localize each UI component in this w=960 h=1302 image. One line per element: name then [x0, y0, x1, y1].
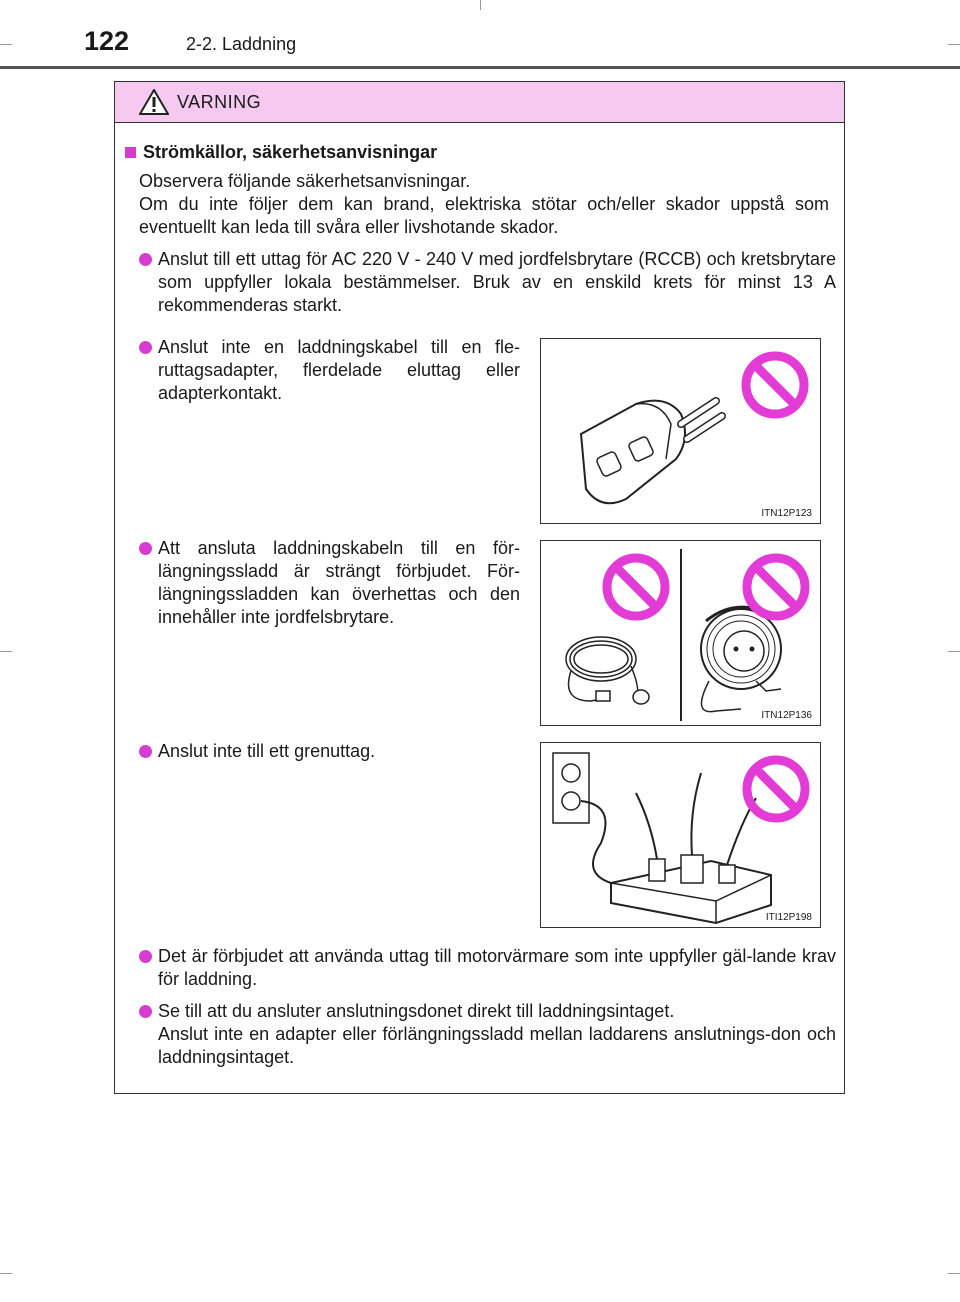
warning-box — [114, 81, 845, 1094]
figure-code: ITI12P198 — [765, 912, 812, 923]
bullet-text: Att ansluta laddningskabeln till en för-längningssladd är strängt förbjudet. För-längningssladden kan överhettas och den innehåller inte jordfelsbrytare. — [158, 538, 520, 627]
bullet-item — [158, 740, 520, 763]
bullet-text: Anslut inte till ett grenuttag. — [158, 741, 376, 761]
bullet-dot-icon — [139, 745, 152, 758]
figure-extension-cord — [540, 540, 821, 726]
crop-mark — [948, 44, 960, 45]
extension-cord-illustration — [541, 541, 821, 726]
crop-mark — [0, 651, 12, 652]
prohibited-icon — [746, 356, 804, 414]
bullet-item — [158, 945, 836, 991]
bullet-dot-icon — [139, 1005, 152, 1018]
bullet-dot-icon — [139, 950, 152, 963]
prohibited-icon — [747, 558, 805, 616]
bullet-dot-icon — [139, 542, 152, 555]
warning-label: VARNING — [177, 91, 262, 112]
square-bullet-icon — [125, 147, 136, 158]
bullet-text: Det är förbjudet att använda uttag till motorvärmare som inte uppfyller gäl-lande krav för laddning. — [158, 946, 836, 989]
bullet-text: Anslut till ett uttag för AC 220 V - 240 V med jordfelsbrytare (RCCB) och kretsbrytare som uppfyller lokala bestämmelser. Bruk av en enskild krets för minst 13 A rekommenderas starkt. — [158, 249, 836, 315]
crop-mark — [0, 44, 12, 45]
bullet-item — [158, 1000, 836, 1069]
warning-header — [115, 82, 844, 123]
bullet-item — [158, 336, 520, 405]
warning-triangle-icon — [139, 89, 169, 115]
crop-mark — [948, 651, 960, 652]
crop-mark — [0, 1273, 12, 1274]
adapter-illustration — [541, 339, 821, 524]
power-strip-illustration — [541, 743, 821, 928]
figure-power-strip — [540, 742, 821, 928]
bullet-item — [158, 537, 520, 629]
warning-heading-text: Strömkällor, säkerhetsanvisningar — [143, 142, 438, 162]
warning-subheading — [125, 142, 437, 163]
figure-code: ITN12P136 — [761, 710, 812, 721]
figure-code: ITN12P123 — [761, 508, 812, 519]
bullet-text: Anslut inte en adapter eller förlängningssladd mellan laddarens anslutnings-don och laddningsintaget. — [158, 1024, 836, 1067]
section-title: 2-2. Laddning — [186, 34, 297, 54]
intro-line-2: Om du inte följer dem kan brand, elektriska stötar och/eller skador uppstå som eventuellt kan leda till svåra eller livshotande skador. — [139, 194, 829, 237]
crop-mark — [948, 1273, 960, 1274]
page-number: 122 — [84, 26, 130, 56]
warning-intro — [139, 170, 829, 239]
bullet-item — [158, 248, 836, 317]
figure-multi-outlet-adapter — [540, 338, 821, 524]
bullet-text: Se till att du ansluter anslutningsdonet direkt till laddningsintaget. — [158, 1001, 675, 1021]
bullet-dot-icon — [139, 341, 152, 354]
crop-mark — [480, 0, 481, 10]
bullet-dot-icon — [139, 253, 152, 266]
header-rule — [0, 66, 960, 69]
prohibited-icon — [607, 558, 665, 616]
intro-line-1: Observera följande säkerhetsanvisningar. — [139, 171, 471, 191]
bullet-text: Anslut inte en laddningskabel till en fle-ruttagsadapter, flerdelade eluttag eller adapterkontakt. — [158, 337, 520, 403]
prohibited-icon — [747, 760, 805, 818]
